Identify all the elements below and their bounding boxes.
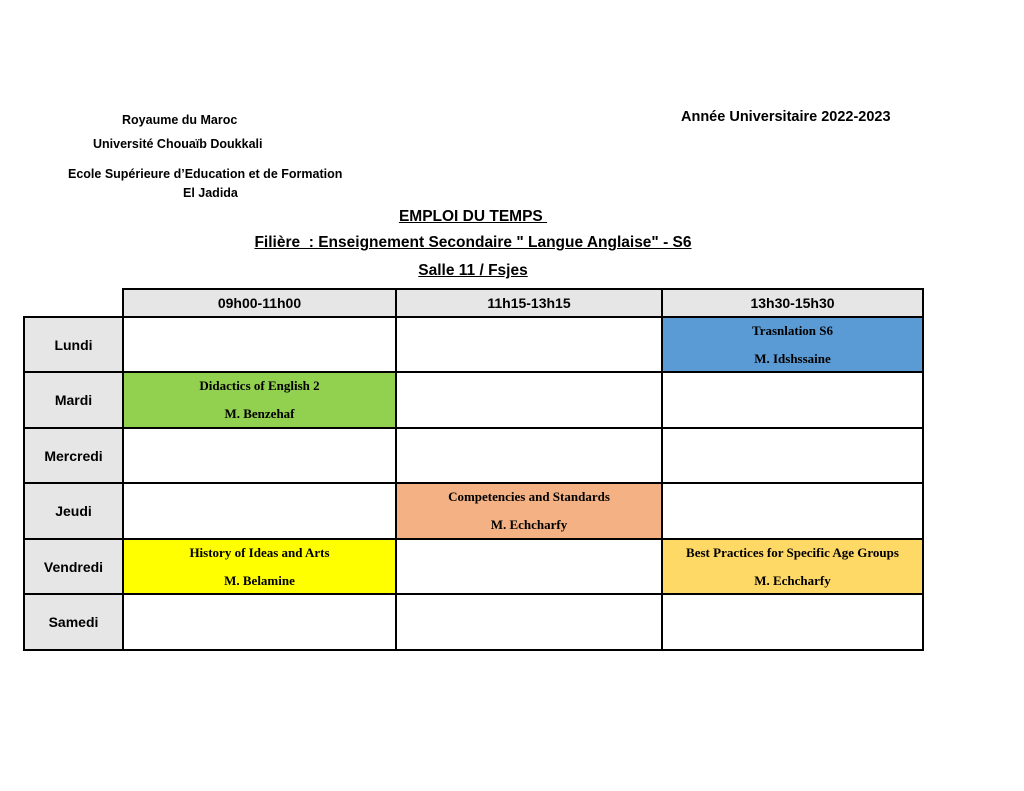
school-label: Ecole Supérieure d’Education et de Formation [68,167,343,181]
column-header-slot: 13h30-15h30 [661,288,924,318]
teacher-name: M. Idshssaine [754,351,831,366]
timetable-cell [395,538,663,595]
course-name: Trasnlation S6 [751,323,834,338]
timetable-cell [661,371,924,429]
timetable-cell [395,316,663,373]
column-header-slot: 11h15-13h15 [395,288,663,318]
timetable-cell [122,593,397,651]
timetable-cell [122,316,397,373]
course-name: History of Ideas and Arts [189,545,330,560]
course-name: Best Practices for Specific Age Groups [686,545,899,560]
kingdom-label: Royaume du Maroc [122,113,238,127]
course-name: Didactics of English 2 [199,378,320,393]
timetable-cell [122,482,397,540]
teacher-name: M. Benzehaf [224,406,295,421]
teacher-name: M. Echcharfy [754,573,831,588]
timetable-cell [122,427,397,484]
program-title: Filière : Enseignement Secondaire " Langue Anglaise" - S6 [254,234,692,251]
university-label: Université Chouaïb Doukkali [93,137,263,151]
timetable-cell [661,482,924,540]
city-label: El Jadida [183,186,238,200]
row-header-day: Mercredi [23,427,124,484]
timetable-title: EMPLOI DU TEMPS [398,208,548,225]
academic-year: Année Universitaire 2022-2023 [681,109,891,125]
row-header-day: Vendredi [23,538,124,595]
session-cell [122,538,397,595]
timetable-cell [395,427,663,484]
teacher-name: M. Belamine [224,573,295,588]
session-cell [395,482,663,540]
room-title: Salle 11 / Fsjes [418,262,528,279]
timetable-cell [395,371,663,429]
timetable-cell [395,593,663,651]
timetable-cell [661,427,924,484]
session-cell [122,371,397,429]
course-name: Competencies and Standards [448,489,610,504]
teacher-name: M. Echcharfy [490,517,568,532]
row-header-day: Mardi [23,371,124,429]
timetable-cell [661,593,924,651]
column-header-slot: 09h00-11h00 [122,288,397,318]
session-cell [661,538,924,595]
row-header-day: Lundi [23,316,124,373]
row-header-day: Samedi [23,593,124,651]
row-header-day: Jeudi [23,482,124,540]
session-cell [661,316,924,373]
